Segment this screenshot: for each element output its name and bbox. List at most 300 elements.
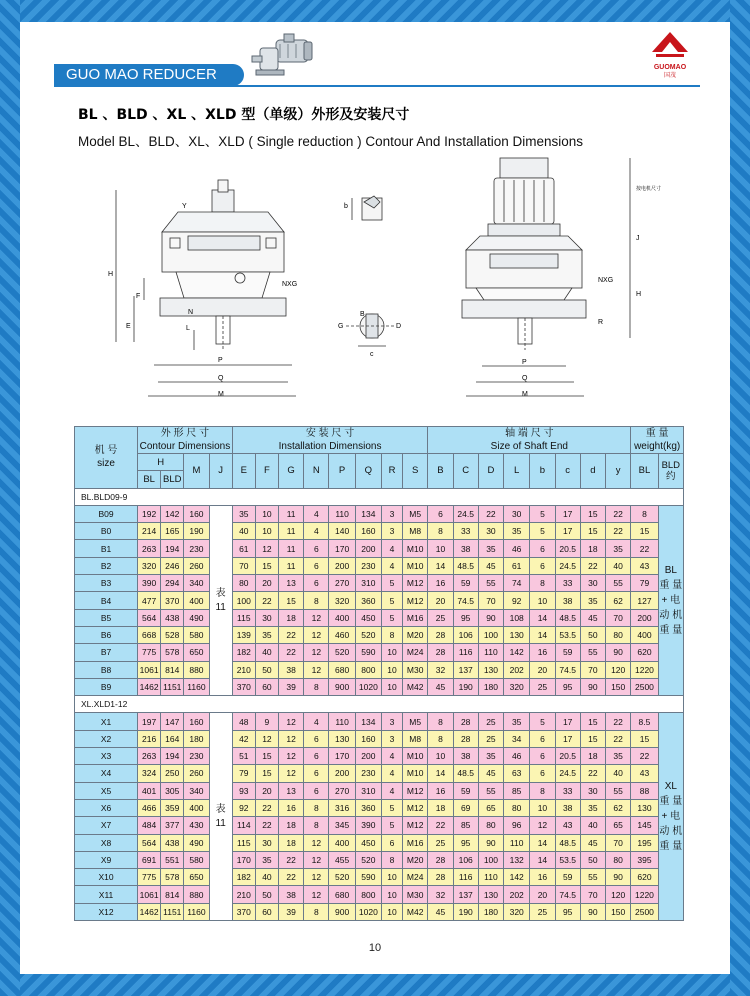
table-cell: 145: [631, 817, 658, 834]
table-cell: 90: [606, 644, 631, 661]
table-cell: 85: [504, 782, 530, 799]
table-cell: 305: [161, 782, 184, 799]
table-cell: 55: [606, 575, 631, 592]
table-cell: 200: [355, 540, 381, 557]
table-cell: 197: [138, 713, 161, 730]
table-cell: 668: [138, 626, 161, 643]
table-cell: 5: [530, 713, 555, 730]
table-cell: 190: [453, 678, 478, 695]
table-cell: 4: [304, 523, 329, 540]
table-cell: 359: [161, 799, 184, 816]
table-cell: M16: [403, 834, 428, 851]
table-cell: 12: [304, 626, 329, 643]
table-cell: 775: [138, 644, 161, 661]
table-cell: 12: [304, 834, 329, 851]
table-cell: M30: [403, 886, 428, 903]
table-cell: 8: [304, 903, 329, 920]
table-cell: 22: [278, 869, 303, 886]
table-cell: 132: [504, 851, 530, 868]
header-install-cn: 安 装 尺 寸: [305, 428, 355, 439]
table-cell: 680: [329, 886, 355, 903]
table-cell: 800: [355, 886, 381, 903]
table-cell: 6: [530, 557, 555, 574]
table-cell: 182: [232, 644, 255, 661]
table-cell: 520: [329, 644, 355, 661]
table-cell: 400: [184, 592, 209, 609]
table-cell: 25: [428, 834, 453, 851]
table-cell: 38: [278, 661, 303, 678]
table-cell: 5: [382, 609, 403, 626]
table-cell: 22: [606, 730, 631, 747]
table-cell: M42: [403, 903, 428, 920]
dim-label-h-right: H: [636, 291, 642, 298]
table-cell: M12: [403, 782, 428, 799]
table-cell: 100: [232, 592, 255, 609]
table-cell: 8.5: [631, 713, 658, 730]
table-cell: 160: [355, 730, 381, 747]
table-cell: 16: [428, 575, 453, 592]
table-cell: 194: [161, 540, 184, 557]
table-cell: 1160: [184, 903, 209, 920]
table-cell: 12: [304, 886, 329, 903]
table-cell: 130: [478, 661, 503, 678]
table-cell: 202: [504, 661, 530, 678]
header-weight-bl: BL: [631, 454, 658, 489]
table-cell: 1061: [138, 886, 161, 903]
table-cell: 320: [504, 903, 530, 920]
table-cell: 110: [478, 869, 503, 886]
table-cell: 22: [255, 817, 278, 834]
table-cell: 11: [278, 523, 303, 540]
table-cell: 50: [255, 661, 278, 678]
table-cell: 22: [278, 626, 303, 643]
table-row: [75, 886, 684, 903]
table-cell: 40: [606, 765, 631, 782]
table-cell: 51: [232, 748, 255, 765]
table-cell: 35: [232, 505, 255, 522]
table-cell: 210: [232, 661, 255, 678]
table-cell: 110: [478, 644, 503, 661]
table-cell: 100: [478, 626, 503, 643]
table-cell: 48.5: [453, 557, 478, 574]
table-cell: 80: [504, 799, 530, 816]
table-cell: 1220: [631, 661, 658, 678]
table-cell: 32: [428, 661, 453, 678]
table-cell: 38: [278, 886, 303, 903]
table-cell: 18: [278, 609, 303, 626]
table-cell: 85: [453, 817, 478, 834]
table-cell: 401: [138, 782, 161, 799]
table-cell: 35: [606, 748, 631, 765]
table-cell: 200: [329, 557, 355, 574]
table-cell: 490: [184, 834, 209, 851]
table-cell: 50: [255, 886, 278, 903]
dimension-table: [74, 426, 684, 921]
table-cell: 250: [161, 765, 184, 782]
table-cell: 22: [606, 505, 631, 522]
table-cell: M20: [403, 851, 428, 868]
table-cell: 1151: [161, 903, 184, 920]
table-cell: 90: [478, 834, 503, 851]
table-row: [75, 661, 684, 678]
table-cell: 200: [631, 609, 658, 626]
table-cell: 620: [631, 644, 658, 661]
table-cell: 620: [631, 869, 658, 886]
table-cell: 88: [631, 782, 658, 799]
table-cell: 30: [504, 505, 530, 522]
dim-label-c: c: [370, 351, 374, 358]
table-cell: 60: [255, 678, 278, 695]
row-size-label: X4: [75, 765, 138, 782]
table-cell: 150: [606, 903, 631, 920]
table-cell: 200: [355, 748, 381, 765]
table-cell: 65: [606, 817, 631, 834]
table-cell: 18: [278, 817, 303, 834]
table-cell: 28: [428, 851, 453, 868]
table-cell: M10: [403, 540, 428, 557]
table-cell: 12: [304, 851, 329, 868]
table-cell: 134: [355, 713, 381, 730]
table-cell: 74.5: [555, 886, 580, 903]
table-row: [75, 609, 684, 626]
table-cell: 360: [355, 799, 381, 816]
table-cell: 55: [478, 782, 503, 799]
table-cell: 10: [428, 748, 453, 765]
table-cell: 5: [530, 505, 555, 522]
table-cell: 477: [138, 592, 161, 609]
table-cell: M20: [403, 626, 428, 643]
table-cell: 62: [606, 799, 631, 816]
table-cell: 116: [453, 869, 478, 886]
table-cell: 230: [184, 748, 209, 765]
table-cell: 11: [278, 557, 303, 574]
table-cell: 20: [530, 886, 555, 903]
table-cell: 12: [304, 869, 329, 886]
table-cell: 12: [255, 540, 278, 557]
table-cell: 4: [382, 782, 403, 799]
table-cell: 18: [278, 834, 303, 851]
table-cell: 134: [355, 505, 381, 522]
table-cell: 310: [355, 575, 381, 592]
table-cell: 170: [329, 748, 355, 765]
table-cell: 55: [580, 644, 605, 661]
table-cell: 79: [232, 765, 255, 782]
motor-note: 按电机尺寸: [636, 186, 662, 192]
table-cell: 6: [304, 748, 329, 765]
table-cell: 80: [606, 626, 631, 643]
header-h-bld: BLD: [161, 471, 184, 488]
header-weight-cn: 重 量: [645, 428, 669, 439]
frame-border-bottom: [0, 974, 750, 996]
table-cell: 210: [232, 886, 255, 903]
table-cell: 24.5: [453, 505, 478, 522]
table-cell: 90: [580, 903, 605, 920]
table-cell: 120: [606, 661, 631, 678]
table-cell: 10: [530, 592, 555, 609]
table-cell: 130: [631, 799, 658, 816]
table-cell: 35: [478, 540, 503, 557]
table-cell: 22: [606, 713, 631, 730]
table-cell: 8: [382, 626, 403, 643]
reducer-motor-illustration: [248, 30, 318, 82]
table-cell: 8: [530, 782, 555, 799]
table-cell: 40: [606, 557, 631, 574]
table-cell: 270: [329, 575, 355, 592]
table-cell: 395: [631, 851, 658, 868]
header-s: S: [403, 454, 428, 489]
header-c-upper: C: [453, 454, 478, 489]
table-cell: 400: [631, 626, 658, 643]
table-row: [75, 626, 684, 643]
table-cell: 216: [138, 730, 161, 747]
table-cell: 140: [329, 523, 355, 540]
header-shaft-cn: 轴 端 尺 寸: [505, 428, 554, 439]
table-cell: 20: [428, 592, 453, 609]
table-cell: 59: [555, 869, 580, 886]
table-cell: 22: [428, 817, 453, 834]
table-cell: M24: [403, 644, 428, 661]
table-cell: 96: [504, 817, 530, 834]
header-g: G: [278, 454, 303, 489]
table-cell: 194: [161, 748, 184, 765]
dim-label-b-top: b: [344, 203, 348, 210]
header-y: y: [606, 454, 631, 489]
table-cell: 5: [382, 799, 403, 816]
dim-label-nxg-right: NXG: [598, 277, 614, 284]
table-cell: 55: [478, 575, 503, 592]
table-cell: 22: [255, 592, 278, 609]
table-cell: 578: [161, 644, 184, 661]
table-cell: 564: [138, 834, 161, 851]
table-cell: 59: [453, 575, 478, 592]
table-cell: 3: [382, 713, 403, 730]
table-cell: 800: [355, 661, 381, 678]
table-cell: 137: [453, 661, 478, 678]
table-cell: 69: [453, 799, 478, 816]
table-cell: 25: [530, 903, 555, 920]
table-cell: 466: [138, 799, 161, 816]
table-cell: 192: [138, 505, 161, 522]
table-cell: 90: [580, 678, 605, 695]
table-cell: 45: [428, 678, 453, 695]
brand-title: GUO MAO REDUCER: [54, 64, 244, 86]
table-cell: 15: [255, 748, 278, 765]
table-cell: 95: [555, 678, 580, 695]
table-cell: 13: [278, 782, 303, 799]
table-cell: 12: [278, 748, 303, 765]
table-cell: 180: [478, 903, 503, 920]
table-cell: 38: [555, 799, 580, 816]
header-q: Q: [355, 454, 381, 489]
table-cell: 80: [232, 575, 255, 592]
dim-label-r: R: [598, 319, 604, 326]
table-cell: 8: [304, 817, 329, 834]
table-cell: 1462: [138, 903, 161, 920]
table-cell: 32: [428, 886, 453, 903]
row-size-label: X12: [75, 903, 138, 920]
table-cell: 590: [355, 869, 381, 886]
table-cell: 10: [255, 523, 278, 540]
table-cell: 8: [631, 505, 658, 522]
table-cell: 46: [504, 540, 530, 557]
frame-border-right: [730, 0, 750, 996]
table-cell: 6: [304, 575, 329, 592]
table-cell: 4: [382, 557, 403, 574]
table-row: [75, 575, 684, 592]
table-cell: 390: [138, 575, 161, 592]
dim-label-e: E: [126, 323, 131, 330]
header-weight-bld: BLD 约: [658, 454, 683, 489]
table-cell: 12: [278, 713, 303, 730]
table-cell: 10: [530, 799, 555, 816]
table-cell: 2500: [631, 678, 658, 695]
table-cell: 100: [478, 851, 503, 868]
table-cell: 115: [232, 609, 255, 626]
table-cell: 62: [606, 592, 631, 609]
table-cell: 455: [329, 851, 355, 868]
table-cell: 30: [580, 782, 605, 799]
group-label-xl: XL.XLD1-12: [75, 696, 684, 713]
table-cell: 370: [232, 678, 255, 695]
header-l: L: [504, 454, 530, 489]
table-cell: 17: [555, 730, 580, 747]
table-cell: 3: [382, 523, 403, 540]
table-row: [75, 799, 684, 816]
table-cell: 50: [580, 851, 605, 868]
table-cell: 15: [580, 523, 605, 540]
table-cell: 22: [278, 851, 303, 868]
table-row: [75, 817, 684, 834]
table-cell: 40: [255, 644, 278, 661]
table-cell: 564: [138, 609, 161, 626]
table-cell: 80: [606, 851, 631, 868]
table-cell: 24.5: [555, 557, 580, 574]
table-cell: 45: [428, 903, 453, 920]
row-size-label: X10: [75, 869, 138, 886]
table-cell: 691: [138, 851, 161, 868]
table-cell: 520: [355, 626, 381, 643]
row-size-label: B3: [75, 575, 138, 592]
bl-weight-note: BL 重 量 + 电 动 机 重 量: [658, 505, 683, 695]
table-cell: 1462: [138, 678, 161, 695]
table-cell: 520: [329, 869, 355, 886]
table-cell: 22: [255, 799, 278, 816]
table-cell: 484: [138, 817, 161, 834]
table-row: [75, 765, 684, 782]
table-cell: 30: [478, 523, 503, 540]
table-cell: 110: [504, 834, 530, 851]
table-cell: 490: [184, 609, 209, 626]
table-row: [75, 505, 684, 522]
table-cell: 74.5: [453, 592, 478, 609]
table-cell: 6: [382, 834, 403, 851]
table-cell: M24: [403, 869, 428, 886]
logo-name: GUOMAO: [653, 64, 687, 71]
table-cell: 95: [453, 609, 478, 626]
table-row: [75, 678, 684, 695]
header-j: J: [209, 454, 232, 489]
header-size-en: size: [97, 458, 115, 470]
table-cell: 10: [382, 886, 403, 903]
page-title-en: Model BL、BLD、XL、XLD ( Single reduction ) Contour And Installation Dimensions: [78, 134, 583, 149]
frame-border-top: [0, 0, 750, 22]
table-cell: 14: [428, 557, 453, 574]
table-cell: M42: [403, 678, 428, 695]
table-cell: 190: [184, 523, 209, 540]
table-cell: 320: [329, 592, 355, 609]
table-cell: 142: [504, 869, 530, 886]
table-cell: 1160: [184, 678, 209, 695]
table-cell: 3: [382, 505, 403, 522]
table-cell: 34: [504, 730, 530, 747]
dim-label-p: P: [218, 357, 223, 364]
table-cell: 195: [631, 834, 658, 851]
table-cell: 6: [530, 748, 555, 765]
table-cell: 8: [428, 523, 453, 540]
table-cell: M5: [403, 505, 428, 522]
table-cell: 40: [232, 523, 255, 540]
table-cell: 17: [555, 523, 580, 540]
table-cell: 14: [530, 626, 555, 643]
dim-label-l: L: [186, 325, 190, 332]
table-cell: 12: [255, 730, 278, 747]
table-cell: 92: [504, 592, 530, 609]
table-cell: 39: [278, 903, 303, 920]
page-title-cn: BL 、BLD 、XL 、XLD 型（单级）外形及安装尺寸: [78, 107, 410, 123]
table-cell: 116: [453, 644, 478, 661]
header-h: H: [138, 454, 184, 471]
table-cell: M10: [403, 557, 428, 574]
table-cell: 180: [184, 730, 209, 747]
table-cell: 340: [184, 782, 209, 799]
table-cell: 70: [478, 592, 503, 609]
table-cell: 25: [428, 609, 453, 626]
table-cell: 360: [355, 592, 381, 609]
brand-underline: [54, 85, 700, 87]
header-size-cn: 机 号: [94, 445, 118, 457]
table-row: [75, 851, 684, 868]
table-cell: 390: [355, 817, 381, 834]
header-b-upper: B: [428, 454, 453, 489]
table-cell: 10: [382, 903, 403, 920]
table-cell: 59: [555, 644, 580, 661]
table-cell: 340: [184, 575, 209, 592]
table-cell: 438: [161, 834, 184, 851]
header-weight-en: weight(kg): [634, 441, 681, 452]
table-cell: 15: [631, 523, 658, 540]
table-cell: 214: [138, 523, 161, 540]
table-cell: 4: [382, 765, 403, 782]
table-cell: 900: [329, 903, 355, 920]
table-cell: 5: [382, 575, 403, 592]
table-cell: 95: [555, 903, 580, 920]
table-cell: 160: [355, 523, 381, 540]
table-cell: 70: [606, 834, 631, 851]
dim-label-g: G: [338, 323, 344, 330]
table-cell: 460: [329, 626, 355, 643]
table-cell: 70: [580, 886, 605, 903]
table-cell: 93: [232, 782, 255, 799]
table-cell: 22: [278, 644, 303, 661]
guomao-logo: [640, 30, 700, 84]
table-cell: 5: [530, 523, 555, 540]
header-n: N: [304, 454, 329, 489]
row-size-label: B09: [75, 505, 138, 522]
table-cell: 15: [580, 730, 605, 747]
table-cell: 60: [255, 903, 278, 920]
logo-cn: 国茂: [663, 72, 676, 79]
table-row: [75, 730, 684, 747]
